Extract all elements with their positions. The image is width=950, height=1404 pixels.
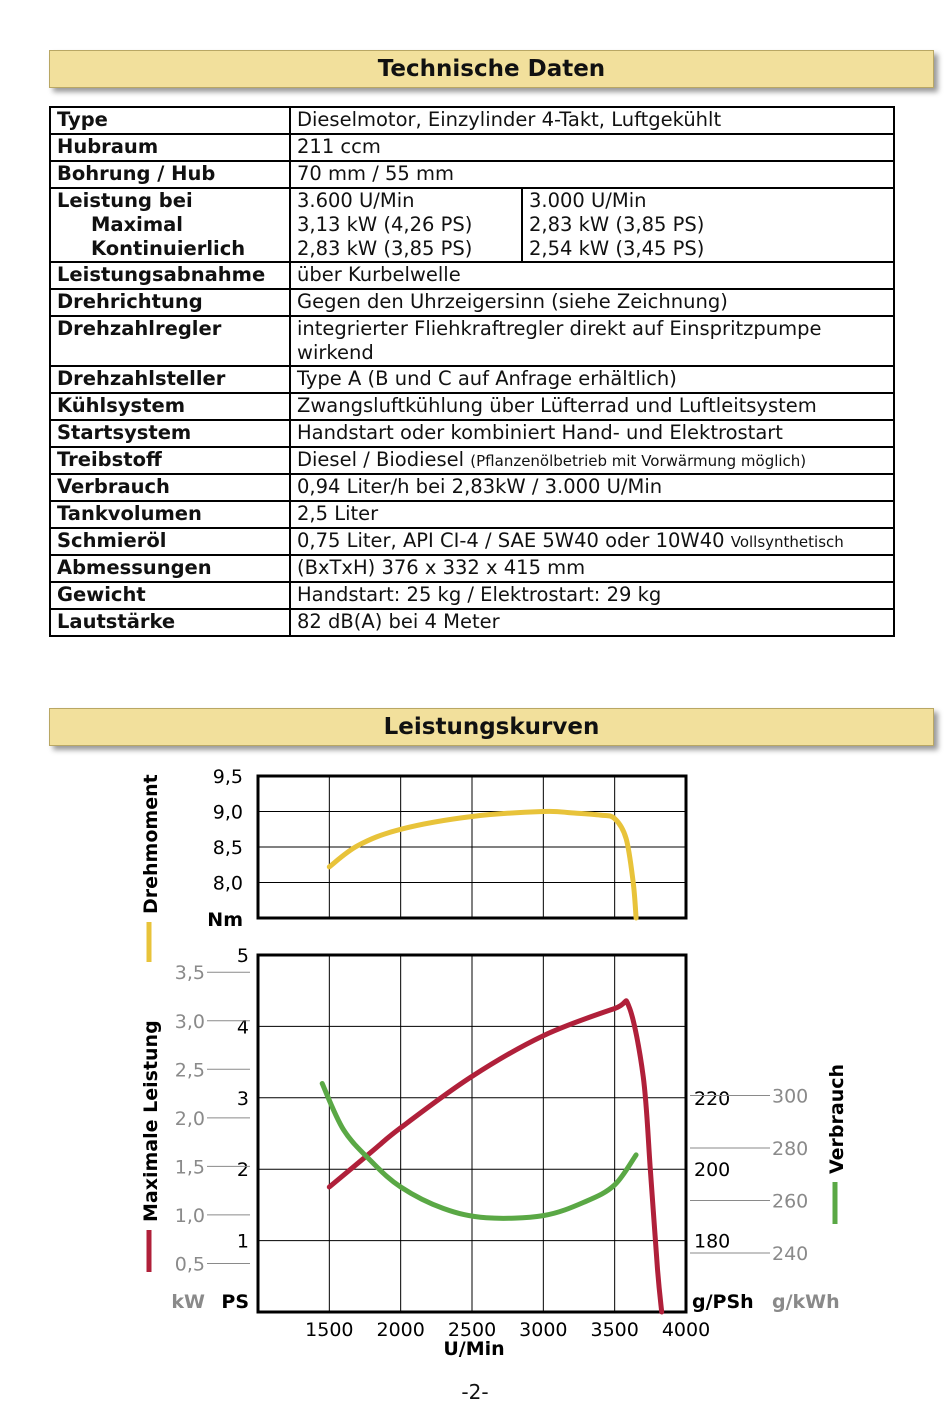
- spec-label: Startsystem: [50, 420, 290, 447]
- power-label: Leistung bei: [57, 189, 193, 212]
- kw-tick-label: 1,0: [174, 1204, 205, 1227]
- consumption-axis-title: Verbrauch: [826, 1063, 848, 1174]
- spec-value-main: Diesel / Biodiesel: [297, 448, 465, 471]
- gpsh-tick-label: 220: [694, 1087, 731, 1110]
- gkwh-tick-label: 260: [772, 1190, 809, 1213]
- kw-tick-label: 2,0: [174, 1107, 205, 1130]
- x-tick-label: 2500: [447, 1319, 497, 1341]
- ps-tick-label: 4: [236, 1016, 249, 1039]
- spec-value: Zwangsluftkühlung über Lüfterrad und Luftleitsystem: [290, 393, 894, 420]
- spec-value: Handstart oder kombiniert Hand- und Elektrostart: [290, 420, 894, 447]
- x-tick-label: 1500: [305, 1319, 354, 1341]
- section-title-technische-daten: Technische Daten: [49, 50, 934, 88]
- torque-tick-label: 9,5: [212, 766, 243, 788]
- spec-value: 0,94 Liter/h bei 2,83kW / 3.000 U/Min: [290, 474, 894, 501]
- gkwh-tick-label: 280: [772, 1137, 809, 1160]
- kw-tick-label: 0,5: [174, 1253, 205, 1276]
- spec-value: integrierter Fliehkraftregler direkt auf Einspritzpumpe wirkend: [290, 316, 894, 366]
- spec-label: Bohrung / Hub: [50, 161, 290, 188]
- spec-value-note: Vollsynthetisch: [730, 533, 844, 551]
- spec-label: Kühlsystem: [50, 393, 290, 420]
- power-max-label: Maximal: [91, 213, 183, 236]
- ps-unit-label: PS: [221, 1291, 249, 1313]
- gpsh-tick-label: 180: [694, 1230, 731, 1253]
- x-tick-label: 3000: [519, 1319, 568, 1341]
- spec-value: 2,5 Liter: [290, 501, 894, 528]
- spec-label: Tankvolumen: [50, 501, 290, 528]
- x-tick-label: 4000: [661, 1319, 711, 1341]
- power-col1-max: 3,13 kW (4,26 PS): [297, 213, 473, 236]
- torque-curve: [329, 811, 636, 918]
- spec-label: Drehzahlsteller: [50, 366, 290, 393]
- spec-value: 82 dB(A) bei 4 Meter: [290, 609, 894, 636]
- gpsh-unit-label: g/PSh: [692, 1291, 754, 1313]
- spec-label: Gewicht: [50, 582, 290, 609]
- spec-value-main: 0,75 Liter, API CI-4 / SAE 5W40 oder 10W40: [297, 529, 725, 552]
- power-col1-cont: 2,83 kW (3,85 PS): [297, 237, 473, 260]
- spec-value: 70 mm / 55 mm: [290, 161, 894, 188]
- spec-label: Treibstoff: [50, 447, 290, 474]
- ps-tick-label: 3: [236, 1087, 249, 1110]
- x-tick-label: 2000: [376, 1319, 425, 1341]
- page-number: -2-: [461, 1380, 489, 1404]
- spec-label: Type: [50, 107, 290, 134]
- torque-tick-label: 8,5: [212, 837, 243, 859]
- power-col1-rpm: 3.600 U/Min: [297, 189, 415, 212]
- spec-label: Schmieröl: [50, 528, 290, 555]
- spec-label: Abmessungen: [50, 555, 290, 582]
- spec-value: Handstart: 25 kg / Elektrostart: 29 kg: [290, 582, 894, 609]
- gkwh-tick-label: 240: [772, 1243, 809, 1266]
- spec-label: Lautstärke: [50, 609, 290, 636]
- spec-value: Dieselmotor, Einzylinder 4-Takt, Luftgekühlt: [290, 107, 894, 134]
- section-title-leistungskurven: Leistungskurven: [49, 708, 934, 746]
- power-curve: [329, 1001, 661, 1312]
- power-col2-cont: 2,54 kW (3,45 PS): [529, 237, 705, 260]
- power-cont-label: Kontinuierlich: [91, 237, 246, 260]
- spec-value: über Kurbelwelle: [290, 262, 894, 289]
- kw-tick-label: 2,5: [174, 1059, 205, 1082]
- x-axis-label: U/Min: [443, 1338, 505, 1360]
- power-col2-rpm: 3.000 U/Min: [529, 189, 647, 212]
- spec-value: Gegen den Uhrzeigersinn (siehe Zeichnung): [290, 289, 894, 316]
- spec-value-note: (Pflanzenölbetrieb mit Vorwärmung möglich): [470, 452, 807, 470]
- torque-axis-title: Drehmoment: [140, 774, 162, 914]
- spec-value: (BxTxH) 376 x 332 x 415 mm: [290, 555, 894, 582]
- power-col2-max: 2,83 kW (3,85 PS): [529, 213, 705, 236]
- ps-tick-label: 5: [236, 945, 249, 967]
- gkwh-unit-label: g/kWh: [772, 1291, 840, 1313]
- spec-label: Drehzahlregler: [50, 316, 290, 366]
- gkwh-tick-label: 300: [772, 1085, 809, 1108]
- ps-tick-label: 1: [236, 1230, 249, 1253]
- spec-label: Hubraum: [50, 134, 290, 161]
- ps-tick-label: 2: [236, 1159, 249, 1182]
- torque-unit-label: Nm: [207, 909, 243, 931]
- spec-value: 211 ccm: [290, 134, 894, 161]
- power-axis-title: Maximale Leistung: [140, 1020, 162, 1222]
- gpsh-tick-label: 200: [694, 1159, 731, 1182]
- spec-label: Verbrauch: [50, 474, 290, 501]
- kw-tick-label: 3,0: [174, 1010, 205, 1033]
- torque-tick-label: 8,0: [212, 872, 243, 895]
- kw-tick-label: 1,5: [174, 1156, 205, 1179]
- spec-label: Drehrichtung: [50, 289, 290, 316]
- kw-tick-label: 3,5: [174, 962, 205, 985]
- torque-tick-label: 9,0: [212, 801, 243, 824]
- spec-label: Leistungsabnahme: [50, 262, 290, 289]
- spec-value: Type A (B und C auf Anfrage erhältlich): [290, 366, 894, 393]
- x-tick-label: 3500: [590, 1319, 639, 1341]
- kw-unit-label: kW: [171, 1291, 205, 1313]
